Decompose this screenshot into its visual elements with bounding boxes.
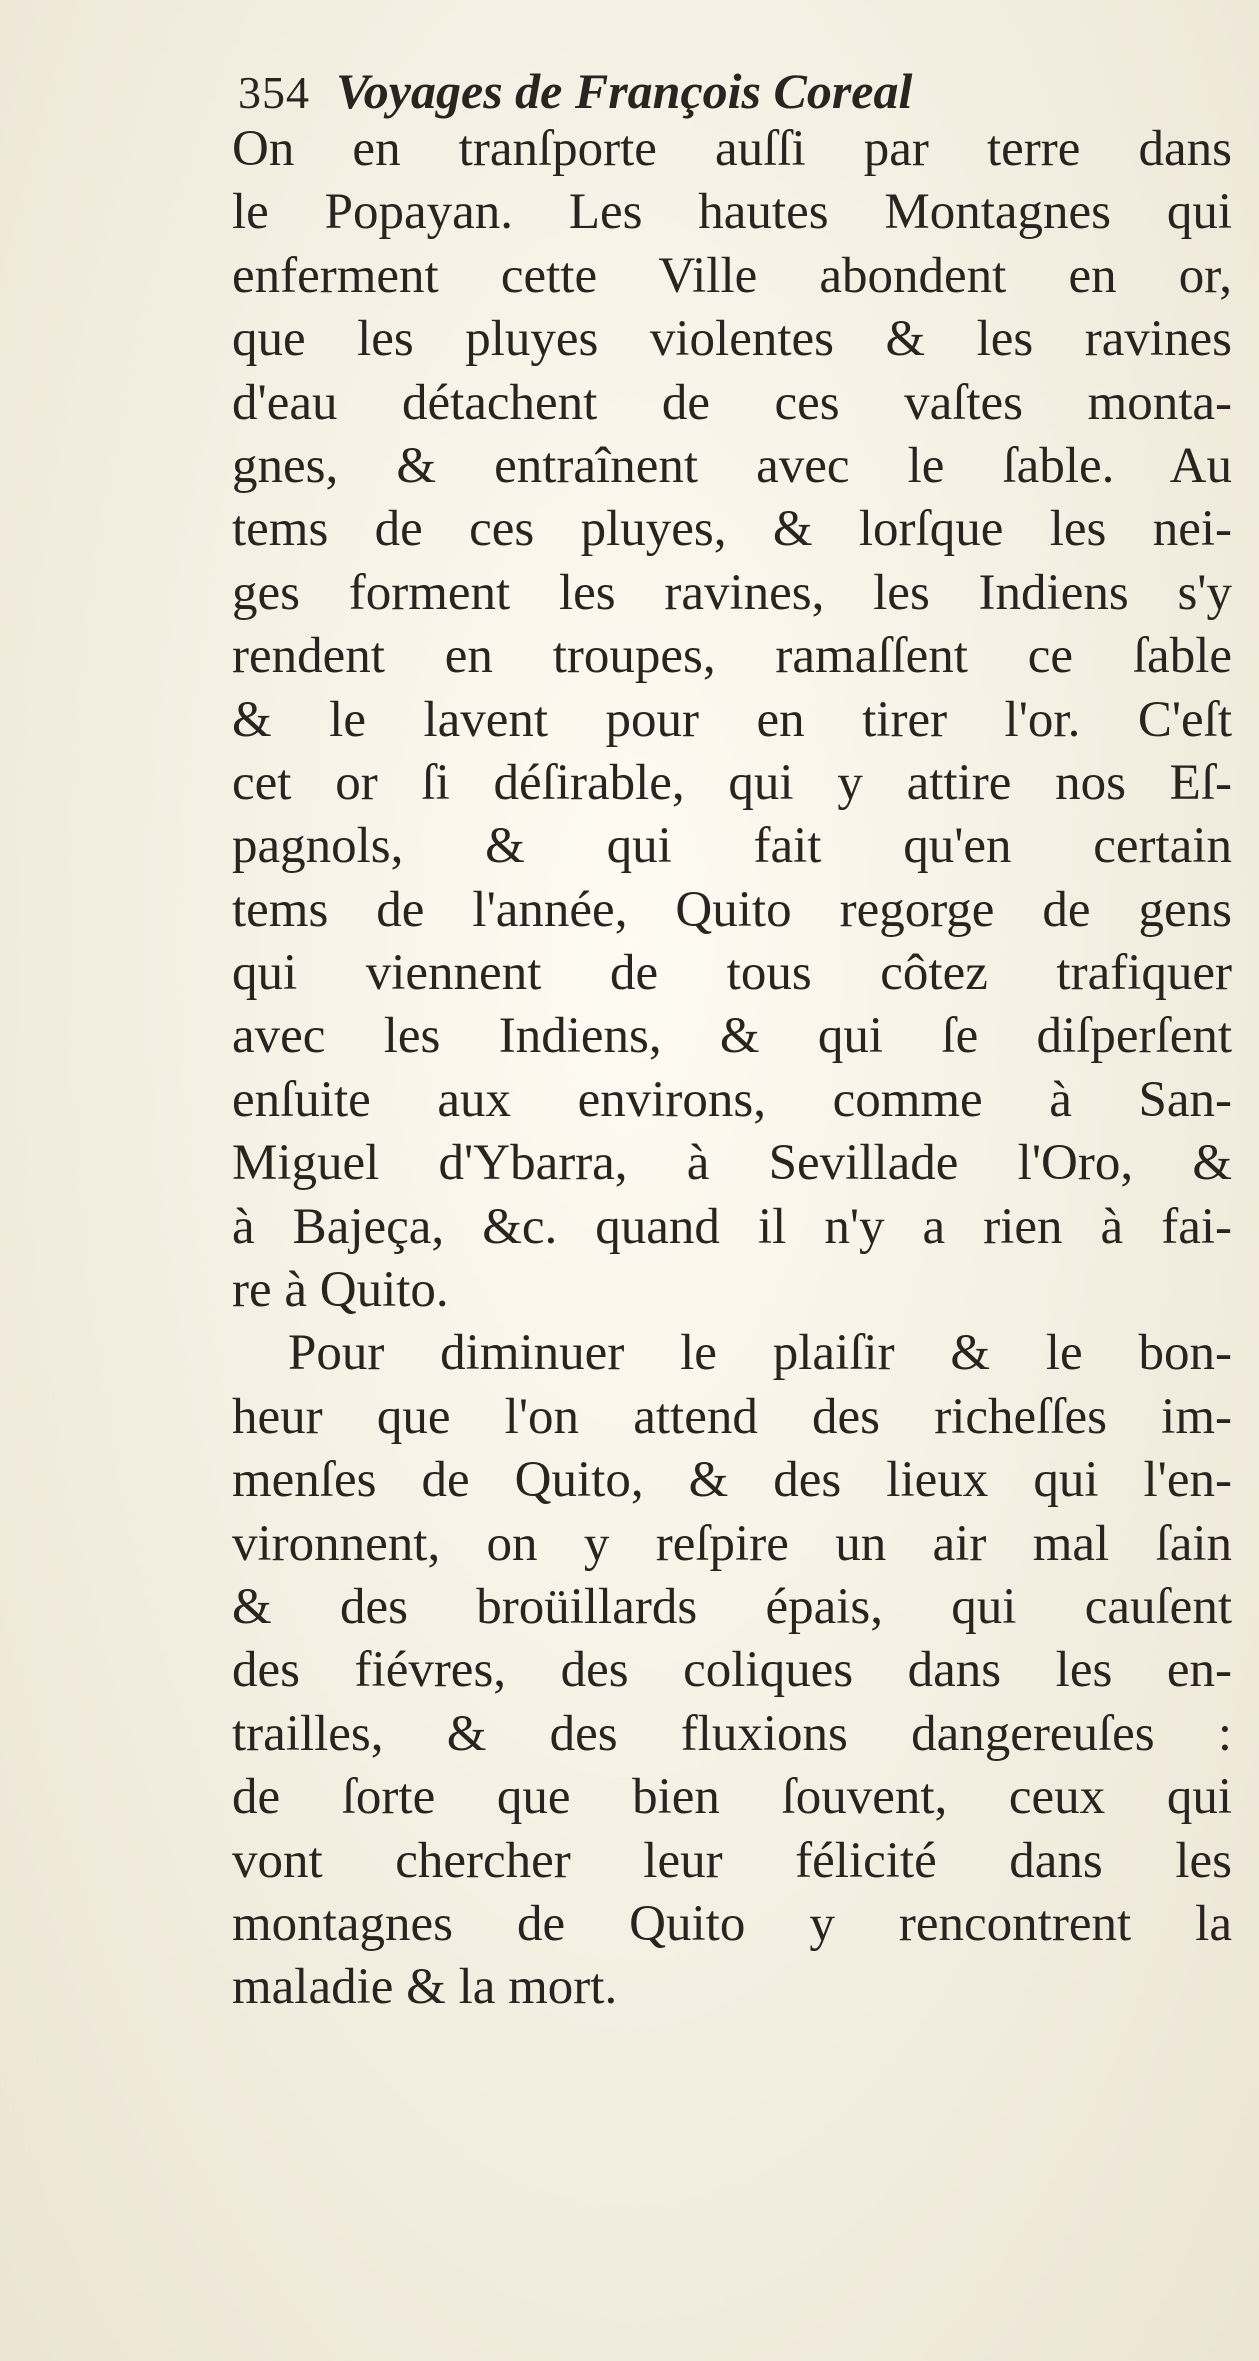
text-line: trailles, & des fluxions dangereuſes : xyxy=(232,1705,1232,1762)
running-title: Voyages de François Coreal xyxy=(336,63,913,119)
text-line: rendent en troupes, ramaſſent ce ſable xyxy=(232,628,1232,685)
text-line: qui viennent de tous côtez trafiquer xyxy=(232,945,1232,1002)
text-line: menſes de Quito, & des lieux qui l'en- xyxy=(232,1452,1232,1509)
text-line: ges forment les ravines, les Indiens s'y xyxy=(232,564,1232,621)
text-line: pagnols, & qui fait qu'en certain xyxy=(232,818,1232,875)
text-line: montagnes de Quito y rencontrent la xyxy=(232,1895,1232,1952)
text-line: vont chercher leur félicité dans les xyxy=(232,1832,1232,1889)
text-line: enferment cette Ville abondent en or, xyxy=(232,247,1232,304)
text-line: à Bajeça, &c. quand il n'y a rien à fai- xyxy=(232,1198,1232,1255)
text-line: gnes, & entraînent avec le ſable. Au xyxy=(232,437,1232,494)
text-line: avec les Indiens, & qui ſe diſperſent xyxy=(232,1008,1232,1065)
text-line: tems de ces pluyes, & lorſque les nei- xyxy=(232,501,1232,558)
text-line: de ſorte que bien ſouvent, ceux qui xyxy=(232,1769,1232,1826)
text-line: On en tranſporte auſſi par terre dans xyxy=(232,121,1232,177)
text-line: cet or ſi déſirable, qui y attire nos Eſ- xyxy=(232,754,1232,811)
text-line: le Popayan. Les hautes Montagnes qui xyxy=(232,184,1232,241)
text-line: des fiévres, des coliques dans les en- xyxy=(232,1642,1232,1699)
text-line: maladie & la mort. xyxy=(232,1959,618,2016)
text-line: & des broüillards épais, qui cauſent xyxy=(232,1578,1232,1635)
text-line: tems de l'année, Quito regorge de gens xyxy=(232,881,1232,938)
text-line: Miguel d'Ybarra, à Sevillade l'Oro, & xyxy=(232,1135,1232,1192)
text-line: heur que l'on attend des richeſſes im- xyxy=(232,1388,1232,1445)
body-text xyxy=(232,118,1232,2020)
text-line: que les pluyes violentes & les ravines xyxy=(232,311,1232,368)
text-line: re à Quito. xyxy=(232,1262,449,1319)
text-line: d'eau détachent de ces vaſtes monta- xyxy=(232,374,1232,431)
paragraph-start-line: Pour diminuer le plaiſir & le bon- xyxy=(288,1325,1232,1382)
text-line: vironnent, on y reſpire un air mal ſain xyxy=(232,1515,1232,1572)
text-line: & le lavent pour en tirer l'or. C'eſt xyxy=(232,691,1232,748)
text-line: enſuite aux environs, comme à San- xyxy=(232,1071,1232,1128)
page-number: 354 xyxy=(238,67,310,118)
